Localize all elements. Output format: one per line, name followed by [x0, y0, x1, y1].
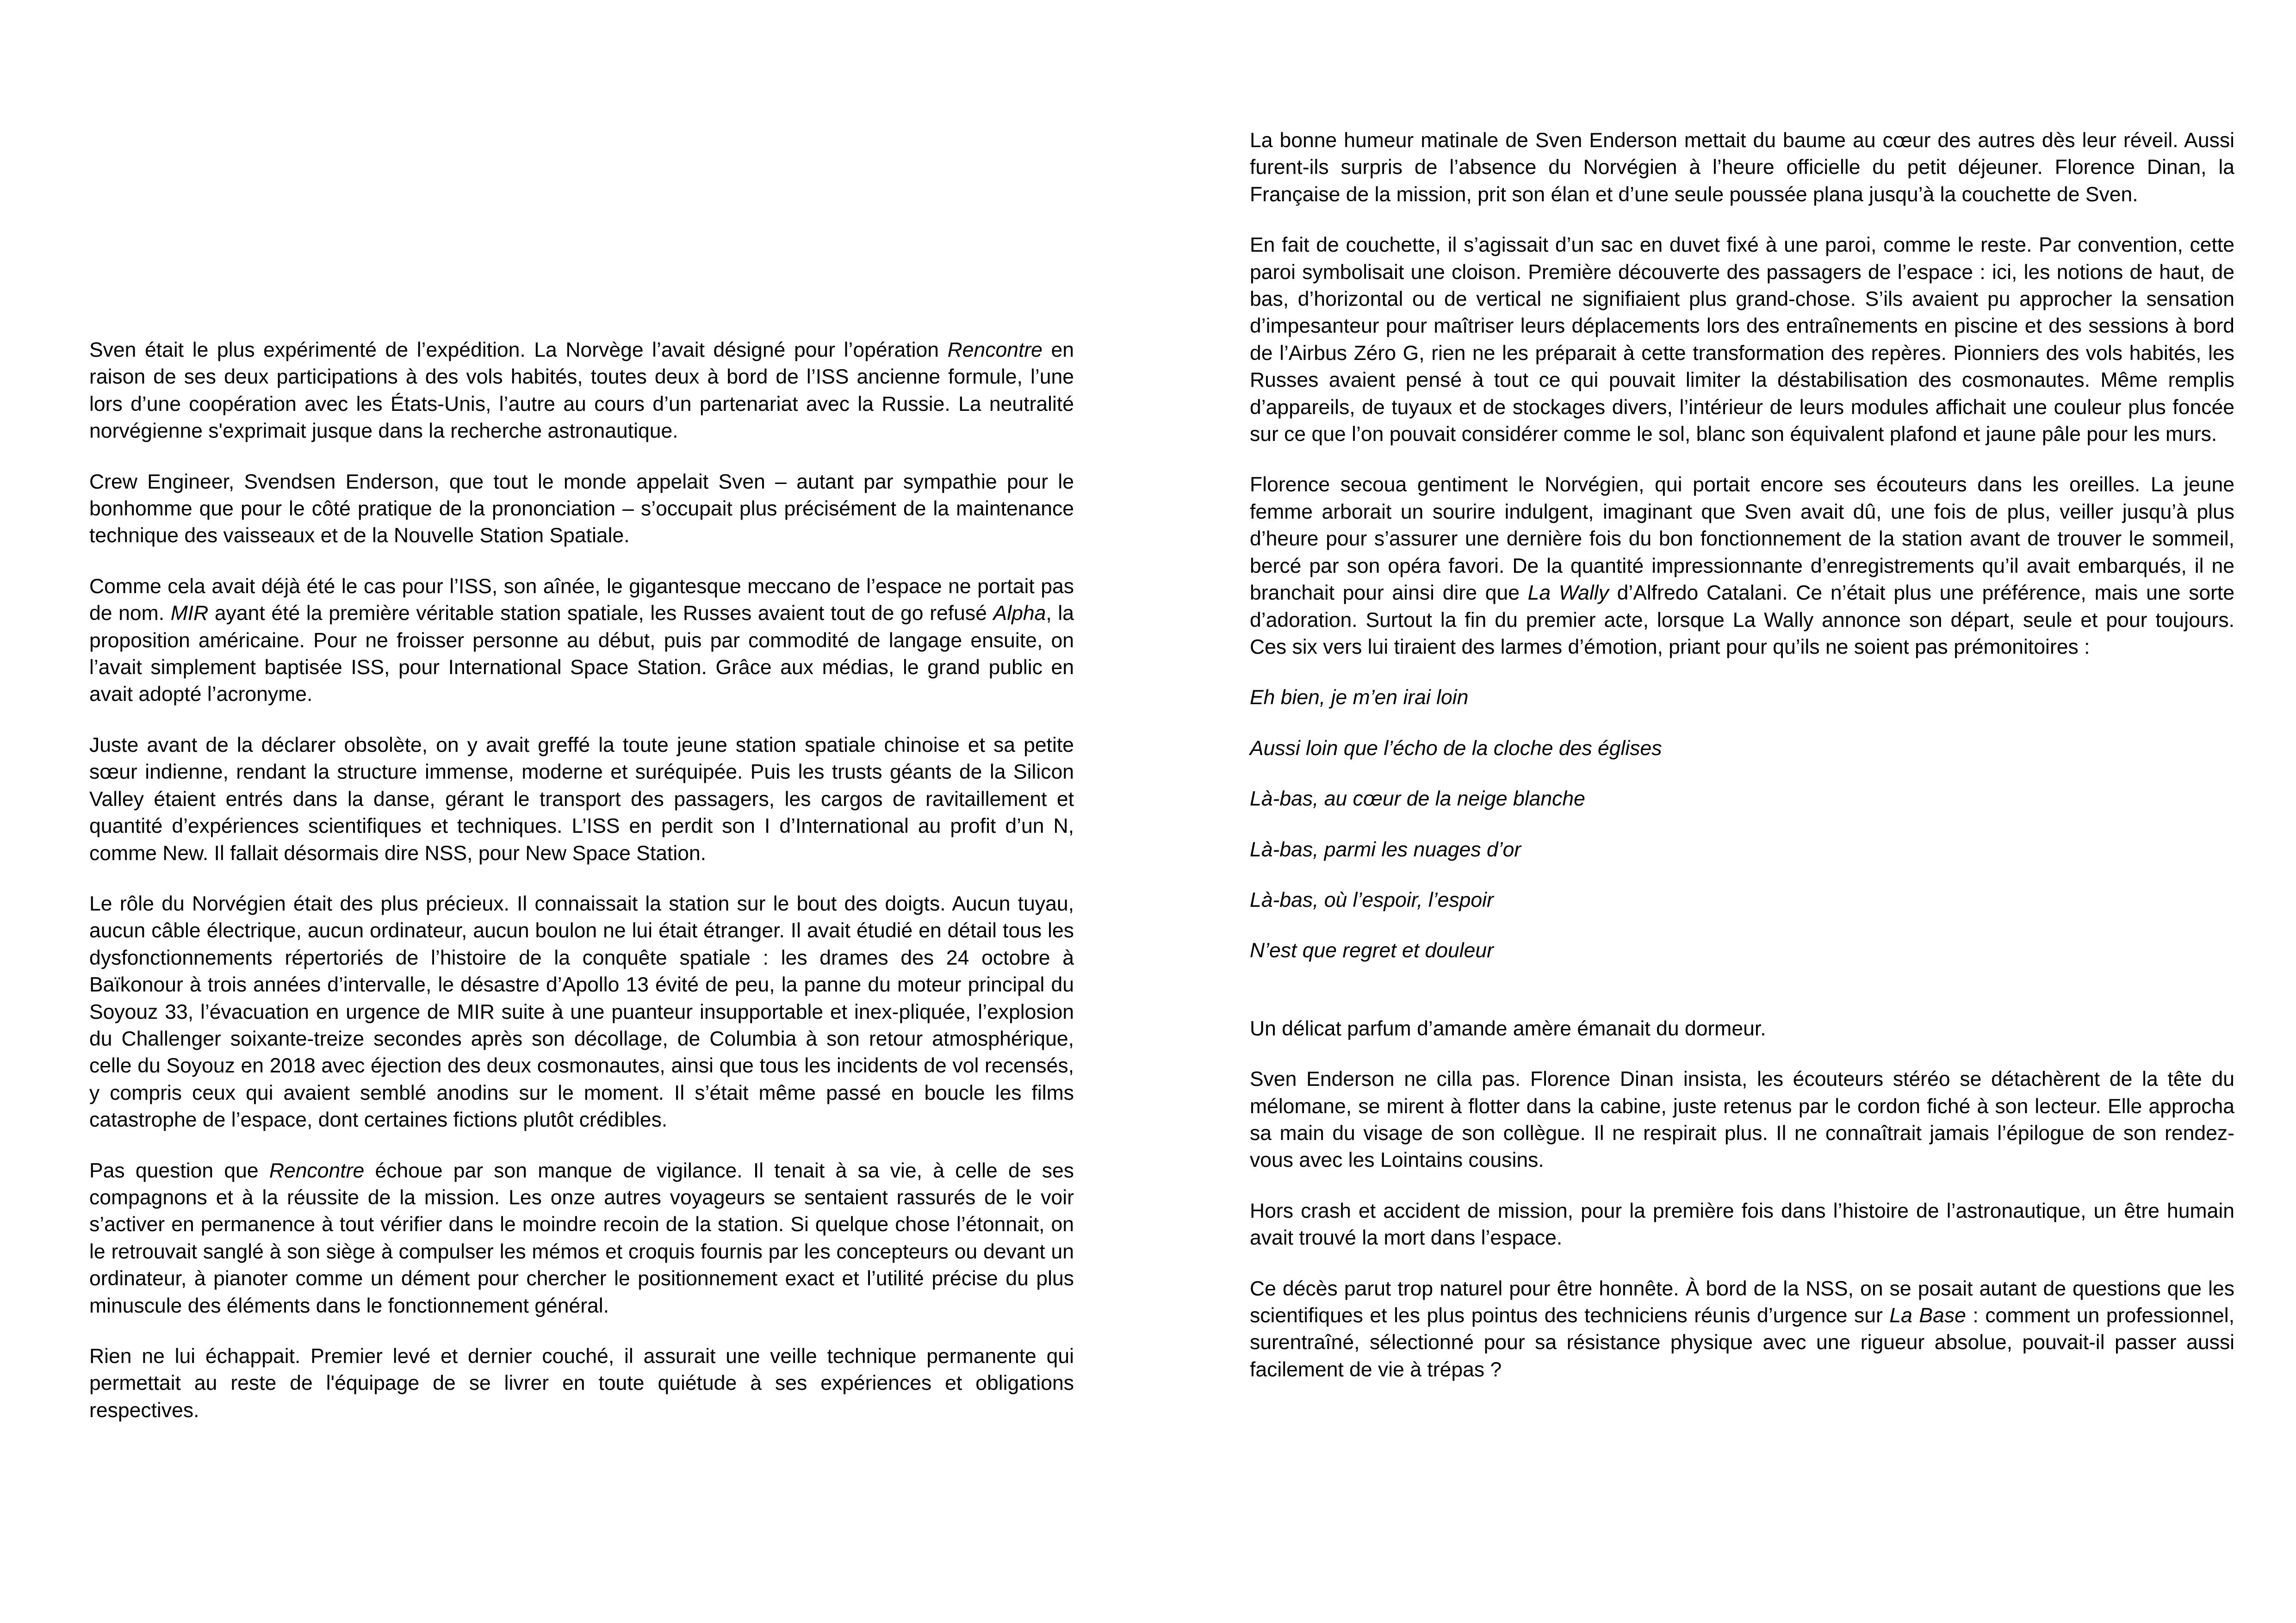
- verse-line: Aussi loin que l’écho de la cloche des églises: [1250, 737, 1662, 760]
- title-la-base: La Base: [1889, 1304, 1966, 1327]
- paragraph: La bonne humeur matinale de Sven Enderson mettait du baume au cœur des autres dès leur réveil. Aussi furent-ils surpris de l’absence du Norvégien à l’heure officielle du petit déjeuner. Florence Dinan, la Française de la mission, prit son élan et d’une seule poussée plana jusqu’à la couchette de Sven.: [1250, 129, 2234, 206]
- verse-line: N’est que regret et douleur: [1250, 939, 1494, 962]
- paragraph: Florence secoua gentiment le Norvégien, qui portait encore ses écouteurs dans les oreilles. La jeune femme arborait un sourire indulgent, imaginant que Sven avait dû, une fois de plus, veiller jusqu’à plus d’heure pour s’assurer une dernière fois du bon fonctionnement de la station avant de trouver le sommeil, bercé par son opéra favori. De la quantité impressionnante d’enregistrements qu’il avait embarqués, il ne branchait pour ainsi dire que La Wally d’Alfredo Catalani. Ce n’était plus une préférence, mais une sorte d’adoration. Surtout la fin du premier acte, lorsque La Wally annonce son départ, seule et pour toujours. Ces six vers lui tiraient des larmes d’émotion, priant pour qu’ils ne soient pas prémonitoires :: [1250, 473, 2234, 658]
- title-mir: MIR: [170, 602, 209, 625]
- paragraph: Hors crash et accident de mission, pour la première fois dans l’histoire de l’astronautique, un être humain avait trouvé la mort dans l’espace.: [1250, 1199, 2234, 1250]
- title-rencontre: Rencontre: [269, 1159, 365, 1182]
- paragraph: Sven était le plus expérimenté de l’expédition. La Norvège l’avait désigné pour l’opération Rencontre en raison de ses deux participations à des vols habités, toutes deux à bord de l’ISS ancienne formule, l’une lors d’une coopération avec les États-Unis, l’autre au cours d’un partenariat avec la Russie. La neutralité norvégienne s'exprimait jusque dans la recherche astronautique.: [89, 339, 1074, 443]
- verse-line: Là-bas, au cœur de la neige blanche: [1250, 787, 1585, 811]
- left-page-text: [89, 337, 1074, 1448]
- right-page: [1148, 0, 2296, 1623]
- title-rencontre: Rencontre: [947, 339, 1043, 361]
- paragraph: Comme cela avait déjà été le cas pour l’ISS, son aînée, le gigantesque meccano de l’espace ne portait pas de nom. MIR ayant été la première véritable station spatiale, les Russes avaient tout de go refusé Alpha, la proposition américaine. Pour ne froisser personne au début, puis par commodité de langage ensuite, on l’avait simplement baptisée ISS, pour International Space Station. Grâce aux médias, le grand public en avait adopté l’acronyme.: [89, 575, 1074, 706]
- paragraph: Juste avant de la déclarer obsolète, on y avait greffé la toute jeune station spatiale chinoise et sa petite sœur indienne, rendant la structure immense, moderne et suréquipée. Puis les trusts géants de la Silicon Valley étaient entrés dans la danse, gérant le transport des passagers, les cargos de ravitaillement et quantité d’expériences scientifiques et techniques. L’ISS en perdit son I d’International au profit d’un N, comme New. Il fallait désormais dire NSS, pour New Space Station.: [89, 733, 1074, 865]
- verse-line: Eh bien, je m’en irai loin: [1250, 686, 1469, 709]
- title-alpha: Alpha: [993, 602, 1046, 625]
- paragraph: Crew Engineer, Svendsen Enderson, que tout le monde appelait Sven – autant par sympathie pour le bonhomme que pour le côté pratique de la prononciation – s’occupait plus précisément de la maintenance technique des vaisseaux et de la Nouvelle Station Spatiale.: [89, 470, 1074, 547]
- verse-line: Là-bas, parmi les nuages d’or: [1250, 838, 1521, 861]
- paragraph: Ce décès parut trop naturel pour être honnête. À bord de la NSS, on se posait autant de questions que les scientifiques et les plus pointus des techniciens réunis d’urgence sur La Base : comment un professionnel, surentraîné, sélectionné pour sa résistance physique avec une rigueur absolue, pouvait-il passer aussi facilement de vie à trépas ?: [1250, 1277, 2234, 1381]
- verse-line: Là-bas, où l’espoir, l’espoir: [1250, 888, 1494, 911]
- paragraph: Le rôle du Norvégien était des plus précieux. Il connaissait la station sur le bout des doigts. Aucun tuyau, aucun câble électrique, aucun ordinateur, aucun boulon ne lui était étranger. Il avait étudié en détail tous les dysfonctionnements répertoriés de l’histoire de la conquête spatiale : les drames des 24 octobre à Baïkonour à trois années d’intervalle, le désastre d’Apollo 13 évité de peu, la panne du moteur principal du Soyouz 33, l’évacuation en urgence de MIR suite à une puanteur insupportable et inex-pliquée, l’explosion du Challenger soixante-treize secondes après son décollage, de Columbia à son retour atmosphérique, celle du Soyouz en 2018 avec éjection des deux cosmonautes, ainsi que tous les incidents de vol recensés, y compris ceux qui avaient semblé anodins sur le moment. Il s’était même passé en boucle les films catastrophe de l’espace, dont certaines fictions plutôt crédibles.: [89, 892, 1074, 1132]
- paragraph: Pas question que Rencontre échoue par son manque de vigilance. Il tenait à sa vie, à celle de ses compagnons et à la réussite de la mission. Les onze autres voyageurs se sentaient rassurés de le voir s’activer en permanence à tout vérifier dans le moindre recoin de la station. Si quelque chose l’étonnait, on le retrouvait sanglé à son siège à compulser les mémos et croquis fournis par les concepteurs ou devant un ordinateur, à pianoter comme un dément pour chercher le positionnement exact et l’utilité précise du plus minuscule des éléments dans le fonctionnement général.: [89, 1159, 1074, 1317]
- title-la-wally: La Wally: [1527, 582, 1609, 605]
- paragraph: Un délicat parfum d’amande amère émanait du dormeur.: [1250, 1017, 1766, 1040]
- paragraph: En fait de couchette, il s’agissait d’un sac en duvet fixé à une paroi, comme le reste. Par convention, cette paroi symbolisait une cloison. Première découverte des passagers de l’espace : ici, les notions de haut, de bas, d’horizontal ou de vertical ne signifiaient plus grand-chose. S’ils avaient pu approcher la sensation d’impesanteur pour maîtriser leurs déplacements lors des entraînements en piscine et des sessions à bord de l’Airbus Zéro G, rien ne les préparait à cette transformation des repères. Pionniers des vols habités, les Russes avaient pensé à tout ce qui pouvait limiter la déstabilisation des cosmonautes. Même remplis d’appareils, de tuyaux et de stockages divers, l’intérieur de leurs modules affichait une couleur plus foncée sur ce que l’on pouvait considérer comme le sol, blanc son équivalent plafond et jaune pâle pour les murs.: [1250, 234, 2234, 446]
- paragraph: Rien ne lui échappait. Premier levé et dernier couché, il assurait une veille technique permanente qui permettait au reste de l'équipage de se livrer en toute quiétude à ses expériences et obligations respectives.: [89, 1345, 1074, 1422]
- right-page-text: [1250, 127, 2234, 1407]
- paragraph: Sven Enderson ne cilla pas. Florence Dinan insista, les écouteurs stéréo se détachèrent de la tête du mélomane, se mirent à flotter dans la cabine, juste retenus par le cordon fiché à son lecteur. Elle approcha sa main du visage de son collègue. Il ne respirait plus. Il ne connaîtrait jamais l’épilogue de son rendez-vous avec les Lointains cousins.: [1250, 1068, 2234, 1172]
